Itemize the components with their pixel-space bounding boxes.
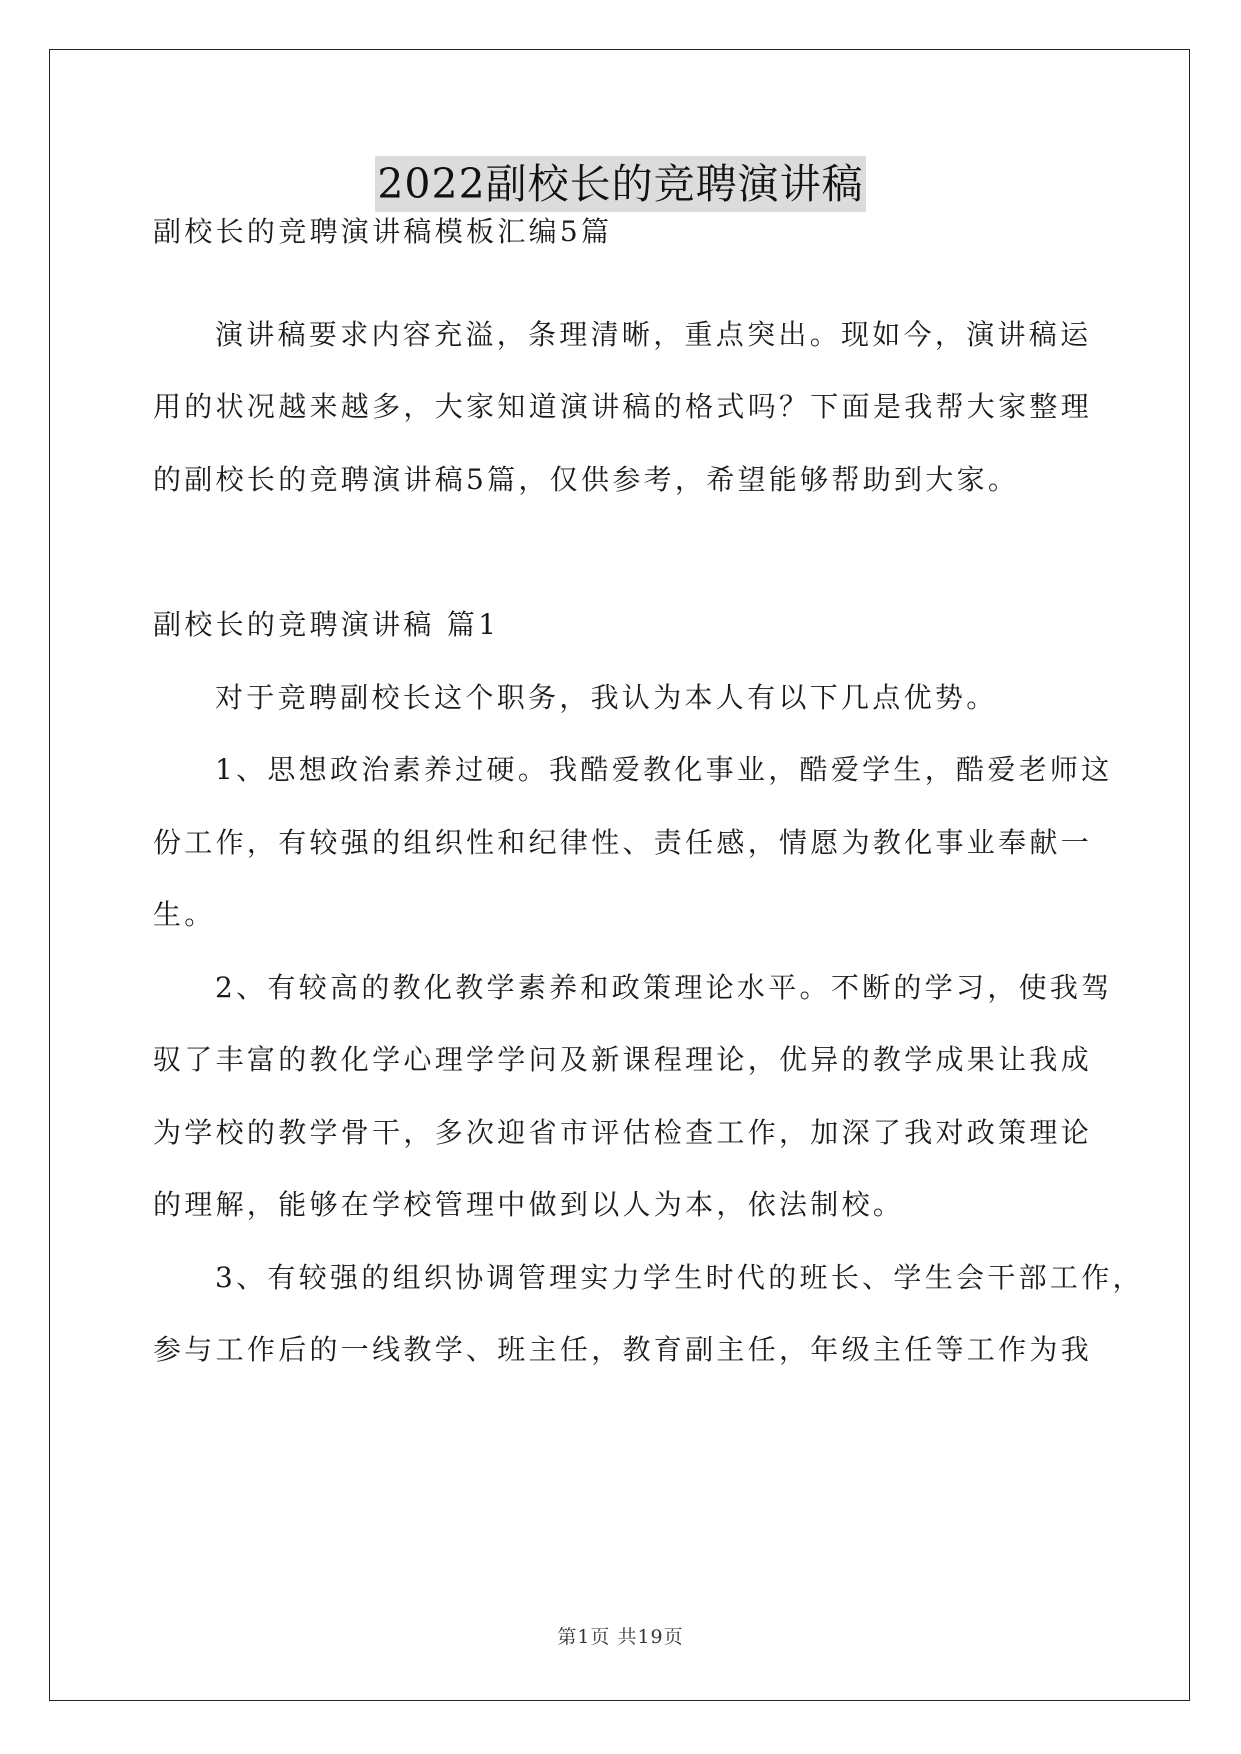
body-line-8: 的理解，能够在学校管理中做到以人为本，依法制校。: [153, 1188, 905, 1221]
body-line-3: 份工作，有较强的组织性和纪律性、责任感，情愿为教化事业奉献一: [153, 826, 1093, 859]
intro-line-2: 用的状况越来越多，大家知道演讲稿的格式吗？下面是我帮大家整理: [153, 390, 1093, 423]
document-title: [0, 156, 1241, 212]
body-line-2: 1、思想政治素养过硬。我酷爱教化事业，酷爱学生，酷爱老师这: [215, 753, 1113, 786]
intro-line-1: 演讲稿要求内容充溢，条理清晰，重点突出。现如今，演讲稿运: [215, 318, 1092, 351]
page-footer: 第1页 共19页: [557, 1626, 684, 1648]
body-line-1: 对于竞聘副校长这个职务，我认为本人有以下几点优势。: [215, 681, 998, 714]
body-line-10: 参与工作后的一线教学、班主任，教育副主任，年级主任等工作为我: [153, 1333, 1093, 1366]
intro-line-3: 的副校长的竞聘演讲稿5篇，仅供参考，希望能够帮助到大家。: [153, 463, 1020, 496]
title-text: 2022副校长的竞聘演讲稿: [375, 156, 865, 212]
body-line-9: 3、有较强的组织协调管理实力学生时代的班长、学生会干部工作，: [215, 1261, 1144, 1294]
body-line-4: 生。: [153, 898, 216, 931]
body-line-6: 驭了丰富的教化学心理学学问及新课程理论，优异的教学成果让我成: [153, 1043, 1093, 1076]
section-heading: 副校长的竞聘演讲稿 篇1: [153, 608, 500, 641]
body-line-7: 为学校的教学骨干，多次迎省市评估检查工作，加深了我对政策理论: [153, 1116, 1093, 1149]
body-line-5: 2、有较高的教化教学素养和政策理论水平。不断的学习，使我驾: [215, 971, 1113, 1004]
subtitle: 副校长的竞聘演讲稿模板汇编5篇: [153, 215, 613, 248]
page-border: [49, 49, 1190, 1701]
